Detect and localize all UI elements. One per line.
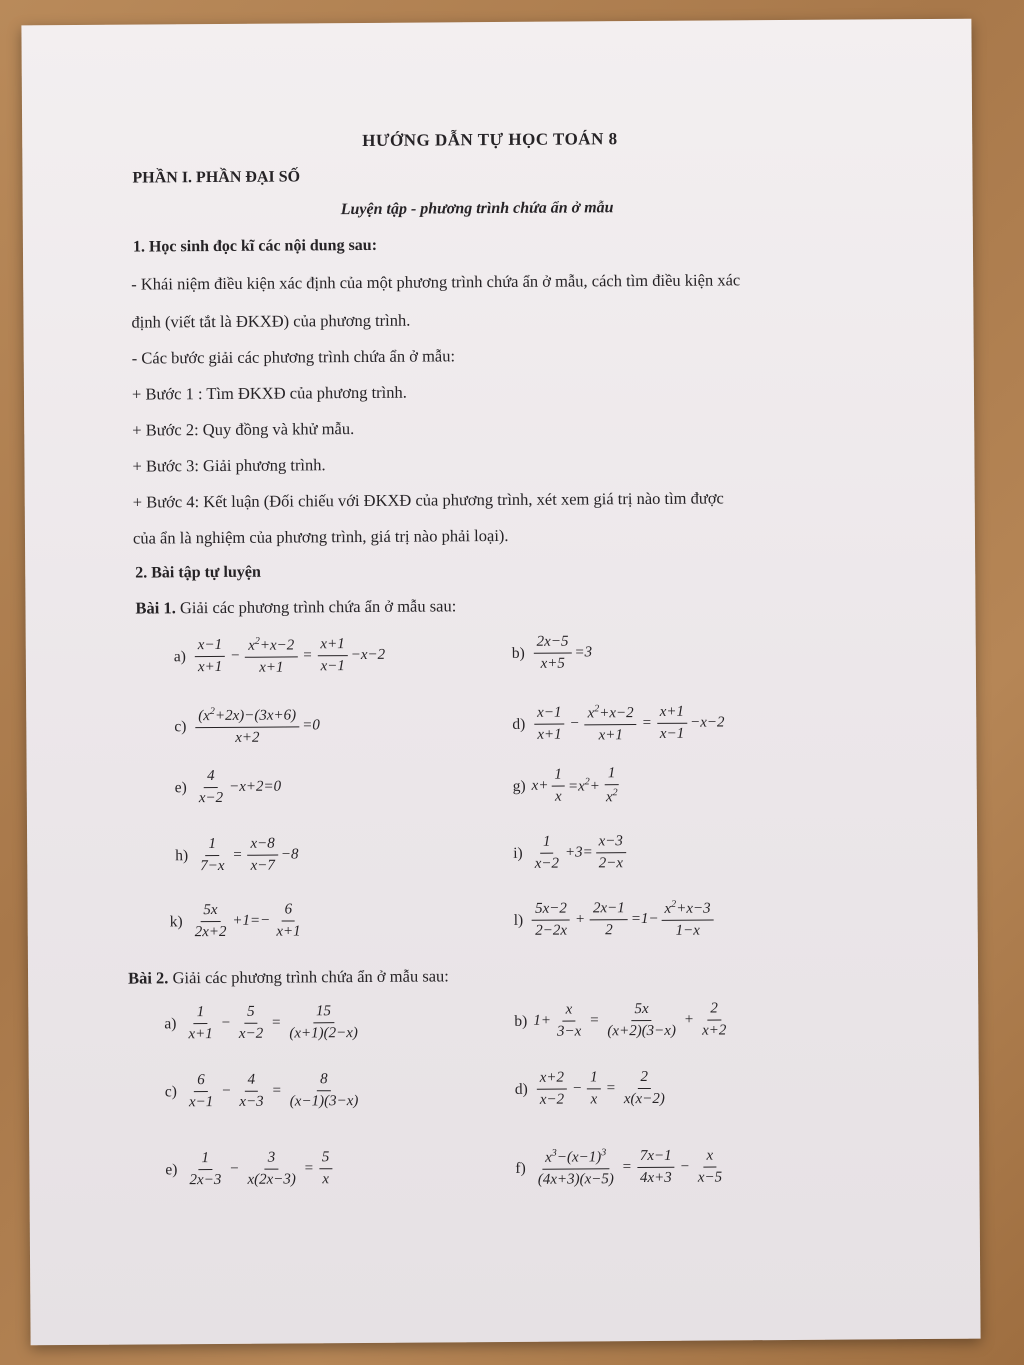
equation-label: k) — [169, 912, 183, 930]
equation-1l: l) $\frac{5x-2}{2-2x}$ + $\frac{2x-1}{2}$ =1− $\frac{x^2+x-3}{1-x}$ — [514, 899, 717, 941]
equation-label: a) — [173, 647, 186, 665]
equation-2a: a) $\frac{1}{x+1}$ − $\frac{5}{x-2}$ = $\frac{15}{(x+1)(2-x)}$ — [164, 1003, 358, 1043]
section-1-line-3: - Các bước giải các phương trình chứa ẩn ở mẫu: — [131, 346, 456, 368]
section-1-line-7: + Bước 4: Kết luận (Đối chiếu với ĐKXĐ của phương trình, xét xem giá trị nào tìm được — [132, 488, 724, 512]
equation-2b: b) 1+ $\frac{x}{3-x}$ = $\frac{5x}{(x+2)(3-x)}$ + $\frac{2}{x+2}$ — [514, 1000, 727, 1040]
equation-1i: i) $\frac{1}{x-2}$ +3= $\frac{x-3}{2-x}$ — [513, 833, 629, 873]
equation-label: b) — [511, 644, 525, 662]
part-heading: PHẦN I. PHẦN ĐẠI SỐ — [132, 168, 301, 187]
equation-2f: f) $\frac{x^3-(x-1)^3}{(4x+3)(x-5)}$ = $\frac{7x-1}{4x+3}$ − $\frac{x}{x-5}$ — [515, 1147, 723, 1188]
exercise-2-label: Bài 2. — [127, 968, 169, 988]
section-1-line-5: + Bước 2: Quy đồng và khử mẫu. — [132, 419, 355, 440]
equation-label: c) — [164, 1082, 177, 1100]
equation-label: l) — [513, 911, 524, 929]
equation-label: h) — [175, 846, 189, 864]
equation-1k: k) $\frac{5x}{2x+2}$ +1=− $\frac{6}{x+1}$ — [169, 901, 301, 941]
equation-label: f) — [515, 1159, 526, 1177]
equation-2c: c) $\frac{6}{x-1}$ − $\frac{4}{x-3}$ = $\frac{8}{(x-1)(3-x)}$ — [164, 1071, 359, 1111]
equation-label: c) — [174, 717, 187, 735]
equation-label: a) — [164, 1014, 177, 1032]
exercise-1-text: Giải các phương trình chứa ẩn ở mẫu sau: — [179, 596, 457, 618]
equation-label: g) — [512, 777, 526, 795]
equation-label: d) — [514, 1080, 528, 1098]
document-page — [21, 19, 980, 1346]
section-1-line-6: + Bước 3: Giải phương trình. — [132, 455, 326, 476]
section-1-heading: 1. Học sinh đọc kĩ các nội dung sau: — [132, 236, 378, 256]
section-2-heading: 2. Bài tập tự luyện — [135, 563, 261, 582]
equation-label: e) — [165, 1160, 178, 1178]
section-1-line-8: của ẩn là nghiệm của phương trình, giá trị nào phải loại). — [132, 525, 509, 548]
lesson-subtitle: Luyện tập - phương trình chứa ẩn ở mẫu — [340, 199, 614, 219]
equation-label: i) — [513, 844, 523, 862]
section-1-line-1: - Khái niệm điều kiện xác định của một phương trình chứa ẩn ở mẫu, cách tìm điều kiện xác — [131, 270, 741, 294]
exercise-1-prompt — [135, 596, 456, 618]
exercise-2-text: Giải các phương trình chứa ẩn ở mẫu sau: — [172, 966, 449, 988]
equation-label: e) — [174, 778, 187, 796]
equation-1h: h) $\frac{1}{7-x}$ = $\frac{x-8}{x-7}$ −8 — [175, 835, 299, 875]
equation-2e: e) $\frac{1}{2x-3}$ − $\frac{3}{x(2x-3)}$ = $\frac{5}{x}$ — [165, 1149, 335, 1189]
equation-2d: d) $\frac{x+2}{x-2}$ − $\frac{1}{x}$ = $\frac{2}{x(x-2)}$ — [514, 1068, 665, 1108]
exercise-2-prompt — [128, 966, 449, 988]
equation-1e: e) $\frac{4}{x-2}$ −x+2=0 — [174, 768, 282, 807]
section-1-line-4: + Bước 1 : Tìm ĐKXĐ của phương trình. — [131, 382, 407, 404]
equation-label: b) — [514, 1012, 528, 1030]
equation-label: d) — [512, 715, 526, 733]
equation-1a: a) $\frac{x-1}{x+1}$ − $\frac{x^2+x-2}{x+1}$ = $\frac{x+1}{x-1}$ −x−2 — [173, 635, 386, 676]
exercise-1-label: Bài 1. — [135, 598, 176, 618]
equation-1c: c) $\frac{(x^2+2x)-(3x+6)}{x+2}$ =0 — [174, 705, 320, 746]
page-title: HƯỚNG DẪN TỰ HỌC TOÁN 8 — [362, 129, 618, 150]
equation-1g: g) x+ $\frac{1}{x}$ $=x^2+$ $\frac{1}{x^2}$ — [512, 765, 618, 806]
section-1-line-2: định (viết tắt là ĐKXĐ) của phương trình. — [131, 310, 411, 332]
equation-1d: d) $\frac{x-1}{x+1}$ − $\frac{x^2+x-2}{x+1}$ = $\frac{x+1}{x-1}$ −x−2 — [512, 703, 725, 744]
equation-1b: b) $\frac{2x-5}{x+5}$ =3 — [511, 633, 593, 672]
